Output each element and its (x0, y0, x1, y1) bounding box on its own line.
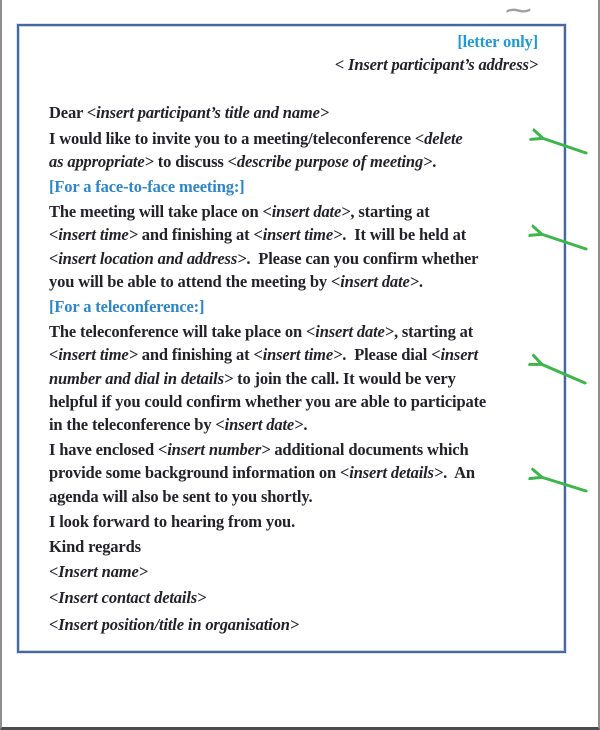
participant-address-placeholder: < Insert participant’s address> (334, 55, 538, 75)
letter-only-tag: [letter only] (457, 32, 538, 51)
section-heading: [For a teleconference:] (49, 297, 205, 317)
paragraph: Dear <insert participant’s title and name> (49, 103, 330, 123)
letter-body (49, 101, 538, 635)
corner-scan-mark: ~ (502, 0, 535, 22)
paragraph: The meeting will take place on <insert date>, starting at <insert time> and finishing at <insert time>. It will be held at <insert location and address>. Please can you confirm whether you will be able to attend the meeting by <insert date>. (49, 202, 479, 291)
section-heading: [For a face-to-face meeting:] (49, 177, 245, 197)
paragraph: I look forward to hearing from you. (49, 511, 296, 531)
letter-header (49, 30, 538, 76)
paragraph: Kind regards (49, 537, 141, 557)
signature-line: <Insert contact details> (49, 588, 207, 608)
signature-line: <Insert name> (49, 562, 148, 582)
signature-line: <Insert position/title in organisation> (49, 614, 299, 634)
letter-box (17, 24, 566, 653)
paragraph: The teleconference will take place on <insert date>, starting at <insert time> and finishing at <insert time>. Please dial <insert number and dial in details> to join the call. It would be very helpful if you could confirm whether you are able to participate in the teleconference by <insert date>. (49, 322, 487, 435)
paragraph: I would like to invite you to a meeting/teleconference <delete as appropriate> to discuss <describe purpose of meeting>. (49, 128, 463, 171)
paragraph: I have enclosed <insert number> additional documents which provide some background information on <insert details>. An agenda will also be sent to you shortly. (49, 440, 475, 506)
